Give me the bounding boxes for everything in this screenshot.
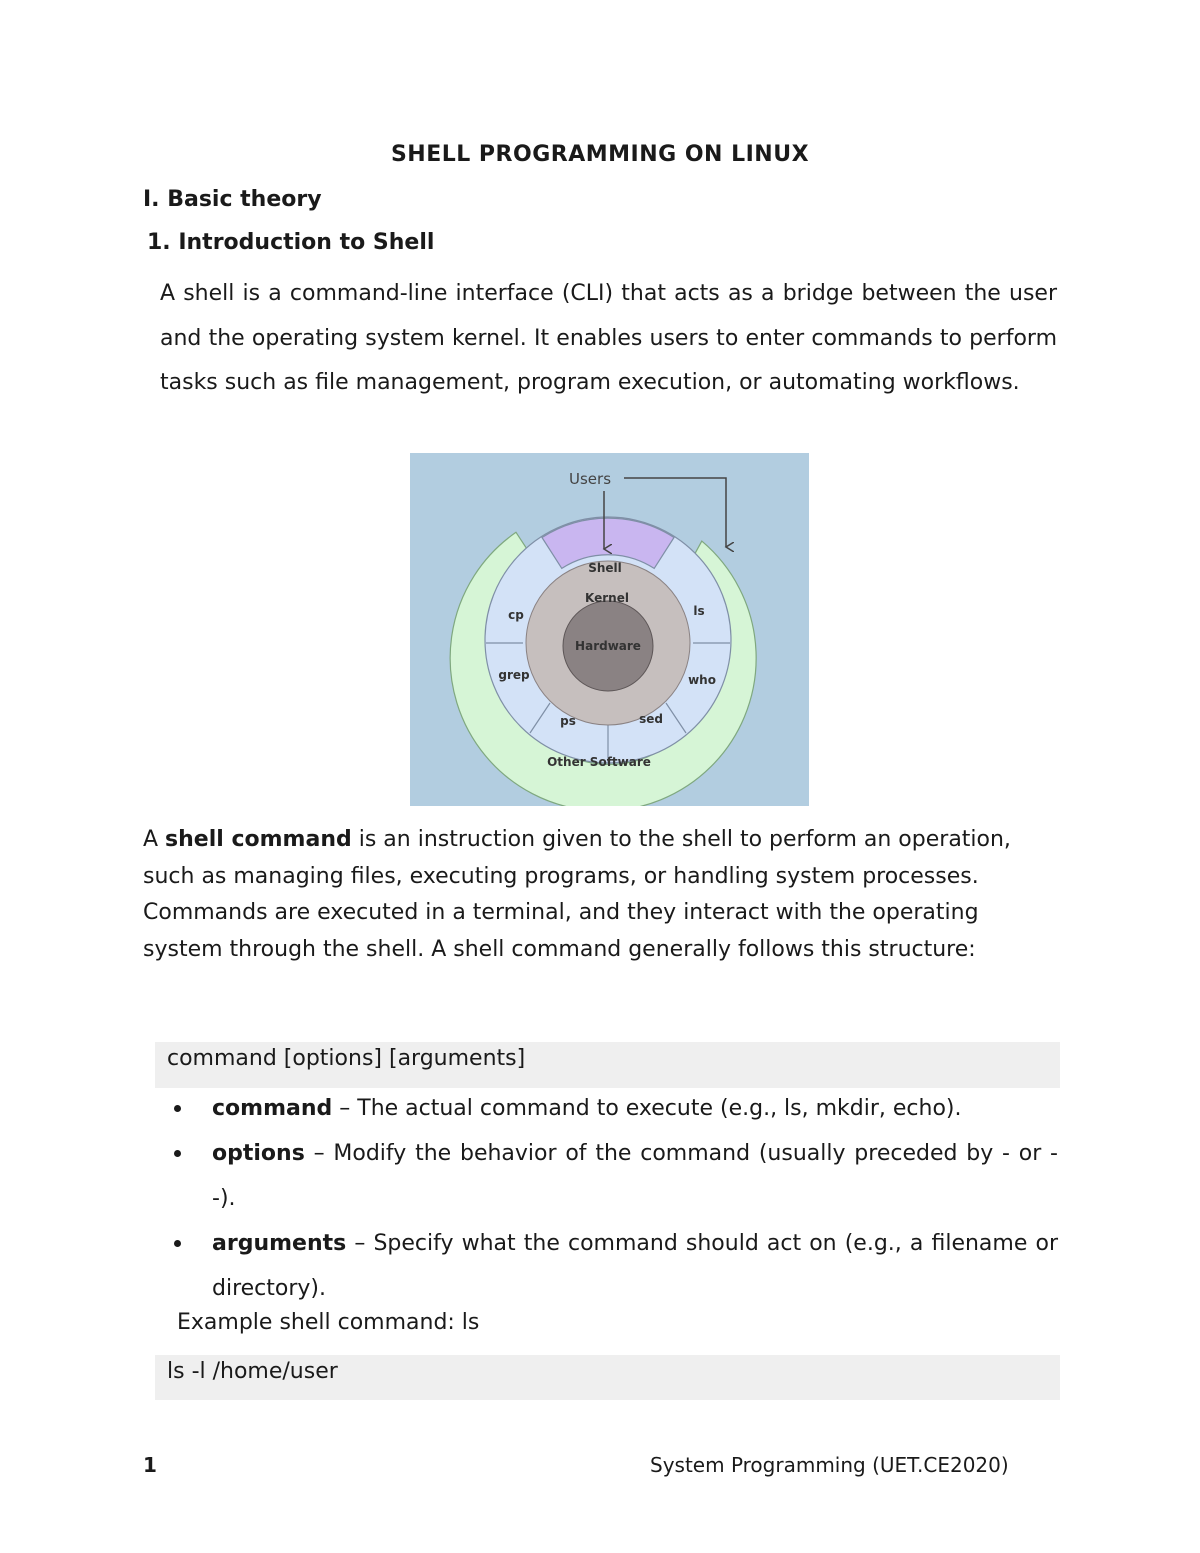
- footer-course: System Programming (UET.CE2020): [650, 1453, 1009, 1477]
- shell-architecture-diagram: [410, 453, 809, 806]
- segment-grep-label: grep: [498, 668, 530, 682]
- bullet-desc: – Modify the behavior of the command (usually preceded by - or --).: [212, 1141, 1058, 1211]
- bullet-icon: [174, 1240, 181, 1247]
- subsection-heading: 1. Introduction to Shell: [147, 230, 435, 255]
- kernel-label: Kernel: [585, 591, 629, 605]
- segment-sed-label: sed: [639, 712, 663, 726]
- list-item: [160, 1131, 1058, 1221]
- shell-label: Shell: [588, 561, 622, 575]
- other-software-label: Other Software: [547, 755, 651, 769]
- footer-page-number: 1: [143, 1453, 157, 1477]
- bullet-icon: [174, 1150, 181, 1157]
- section-heading: I. Basic theory: [143, 187, 322, 212]
- bullet-term: options: [212, 1141, 305, 1166]
- bullet-term: arguments: [212, 1231, 347, 1256]
- list-item: [160, 1086, 1058, 1131]
- segment-ps-label: ps: [560, 714, 576, 728]
- example-label: Example shell command: ls: [177, 1310, 480, 1335]
- cmd-para-bold: shell command: [165, 827, 352, 852]
- intro-paragraph: A shell is a command-line interface (CLI) that acts as a bridge between the user and the operating system kernel. It enables users to enter commands to perform tasks such as file management, program execution, or automating workflows.: [160, 281, 1057, 395]
- users-label: Users: [569, 470, 612, 488]
- cmd-para-rest: is an instruction given to the shell to perform an operation, such as managing files, executing programs, or handling system processes. Commands are executed in a terminal, and they interact with the operating system through the shell. A shell command generally follows this structure:: [143, 827, 1011, 962]
- segment-who-label: who: [688, 673, 716, 687]
- bullet-desc: – The actual command to execute (e.g., ls, mkdir, echo).: [332, 1096, 962, 1121]
- example-code-block: ls -l /home/user: [155, 1355, 1060, 1400]
- segment-cp-label: cp: [508, 608, 524, 622]
- bullet-icon: [174, 1105, 181, 1112]
- bullet-list: [160, 1086, 1058, 1311]
- bullet-desc: – Specify what the command should act on (e.g., a filename or directory).: [212, 1231, 1058, 1301]
- shell-command-paragraph: [143, 822, 1023, 968]
- hardware-label: Hardware: [575, 639, 641, 653]
- syntax-code-block: command [options] [arguments]: [155, 1042, 1060, 1088]
- cmd-para-prefix: A: [143, 827, 166, 852]
- segment-ls-label: ls: [693, 604, 705, 618]
- list-item: [160, 1221, 1058, 1311]
- page-title: SHELL PROGRAMMING ON LINUX: [390, 142, 810, 167]
- bullet-term: command: [212, 1096, 333, 1121]
